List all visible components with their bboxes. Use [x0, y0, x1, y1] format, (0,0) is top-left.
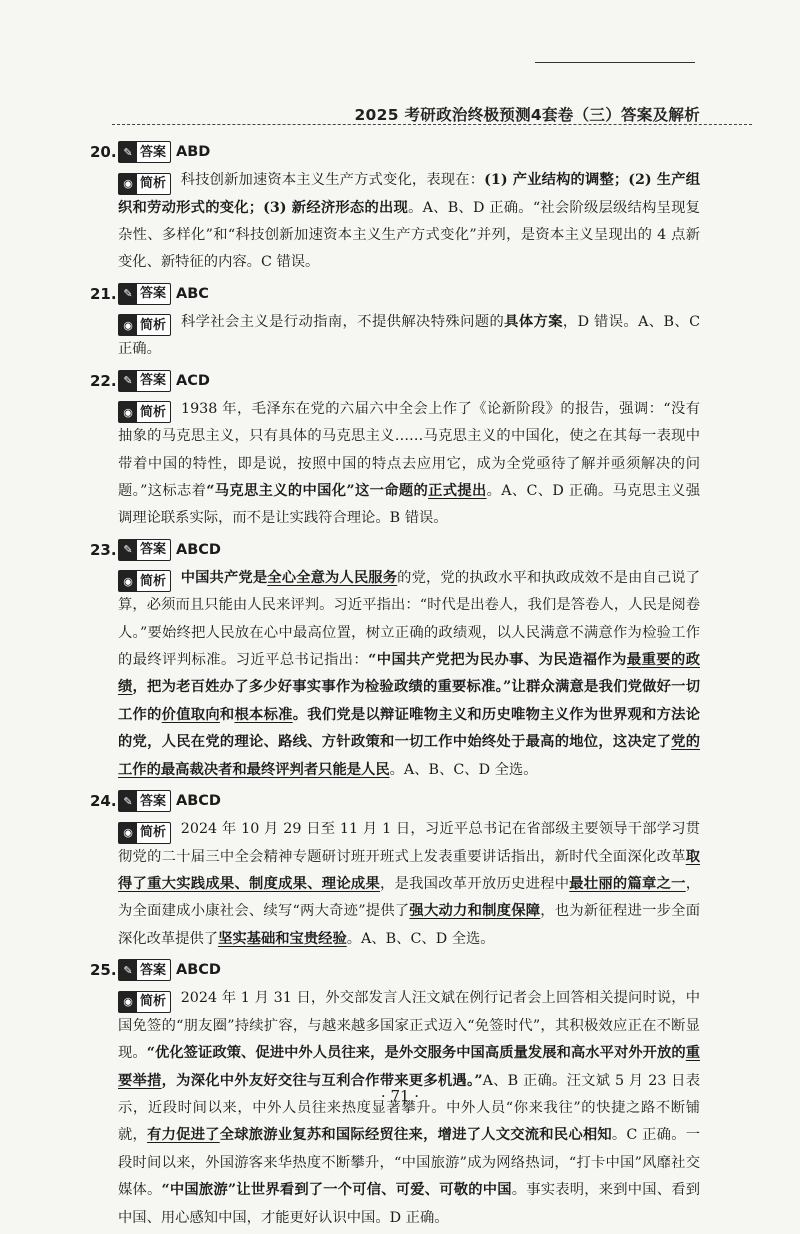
- analysis-tag-label: 简析: [140, 825, 167, 841]
- answer-tag: [118, 283, 171, 305]
- emphasis-underlined: 党的工作的最高裁决者和最终评判者只能是人民: [118, 734, 701, 778]
- eye-icon: ◉: [119, 571, 137, 591]
- emphasis-text: [428, 483, 487, 499]
- emphasis-underlined: 坚实基础和宝贵经验: [218, 930, 347, 947]
- emphasis-text: [409, 903, 540, 919]
- answer-line: [90, 786, 700, 816]
- answer-tag-label: 答案: [140, 542, 167, 558]
- question-block: [90, 535, 700, 784]
- analysis-text: 。A、C、D 正确。马克思主义强调理论联系实际，而不是让实践符合理论。B 错误。: [118, 482, 700, 527]
- analysis-text: 科技创新加速资本主义生产方式变化，表现在：: [180, 172, 485, 188]
- pencil-icon: ✎: [119, 371, 137, 391]
- emphasis-text: 中国共产党是: [180, 569, 268, 586]
- pencil-icon: ✎: [119, 540, 137, 560]
- answer-line: [90, 279, 700, 309]
- analysis-paragraph: [118, 565, 700, 784]
- answer-value: ABC: [176, 285, 209, 302]
- analysis-tag-label: 简析: [140, 176, 167, 191]
- answer-tag: [118, 790, 171, 812]
- answer-section: [90, 137, 700, 1234]
- answer-line: [90, 955, 700, 985]
- emphasis-text: “优化签证政策、促进中外人员往来，是外交服务中国高质量发展和高水平对外开放的: [146, 1045, 686, 1062]
- header-top-rule: [535, 62, 695, 63]
- answer-tag-label: 答案: [140, 793, 167, 809]
- question-block: [90, 786, 700, 953]
- analysis-tag: [118, 570, 171, 592]
- analysis-text: 。A、B、C、D 全选。: [346, 930, 495, 947]
- answer-tag: [118, 539, 171, 561]
- pencil-icon: ✎: [119, 142, 137, 162]
- answer-line: [90, 535, 700, 565]
- emphasis-text: 和: [219, 706, 235, 723]
- page-number: · 71 ·: [380, 1087, 420, 1105]
- emphasis-text: [234, 707, 292, 723]
- emphasis-underlined: 最壮丽的篇章之一: [569, 876, 686, 892]
- question-number: 22.: [90, 371, 117, 390]
- pencil-icon: ✎: [119, 960, 137, 980]
- answer-tag: [118, 959, 171, 981]
- eye-icon: ◉: [119, 992, 137, 1012]
- answer-tag-label: 答案: [140, 286, 167, 302]
- emphasis-underlined: 取得了重大实践成果、制度成果、理论成果: [118, 848, 700, 892]
- answer-tag-label: 答案: [140, 373, 167, 389]
- analysis-text: ，是我国改革开放历史进程中: [380, 876, 570, 892]
- emphasis-underlined: 重要举措: [118, 1045, 701, 1089]
- answer-tag: [118, 370, 171, 392]
- answer-line: [90, 366, 700, 396]
- emphasis-underlined: 最重要的政绩: [118, 652, 701, 696]
- emphasis-text: 。我们党是以辩证唯物主义和历史唯物主义作为世界观和方法论的党，人民在党的理论、路线、方针政策和一切工作中始终处于最高的地位，这决定了: [118, 706, 701, 751]
- eye-icon: ◉: [119, 823, 137, 843]
- analysis-text: 2024 年 10 月 29 日至 11 月 1 日，习近平总书记在省部级主要领导干部学习贯彻党的二十届三中全会精神专题研讨班开班式上发表重要讲话指出，新时代全面深化改革: [118, 821, 700, 865]
- analysis-tag: [118, 822, 171, 844]
- analysis-paragraph: [118, 309, 700, 364]
- emphasis-text: 全球旅游业复苏和国际经贸往来，增进了人文交流和民心相知: [219, 1127, 612, 1144]
- eye-icon: ◉: [119, 402, 137, 422]
- header-dashed-rule: [112, 124, 752, 125]
- question-number: 25.: [90, 961, 117, 980]
- emphasis-text: (1) 产业结构的调整；(2) 生产组织和劳动形式的变化；(3) 新经济形态的出现: [118, 172, 701, 216]
- analysis-text: ，为全面建成小康社会、续写“两大奇迹”提供了: [118, 876, 700, 920]
- analysis-text: 科学社会主义是行动指南，不提供解决特殊问题的: [180, 313, 505, 330]
- analysis-text: 的党，党的执政水平和执政成效不是由自己说了算，必须而且只能由人民来评判。习近平指出：“时代是出卷人，我们是答卷人，人民是阅卷人。”要始终把人民放在心中最高位置，树立正确的政绩观，以人民满意不满意作为检验工作的最终评判标准。习近平总书记指出：: [118, 569, 701, 669]
- answer-tag-label: 答案: [140, 962, 167, 978]
- question-block: [90, 137, 700, 277]
- analysis-text: 1938 年，毛泽东在党的六届六中全会上作了《论新阶段》的报告，强调：“没有抽象的马克思主义，只有具体的马克思主义……马克思主义的中国化，使之在其每一表现中带着中国的特性，即是说，按照中国的特点去应用它，成为全党亟待了解并亟须解决的问题。”这标志着: [118, 400, 700, 499]
- analysis-text: 。A、B、D 正确。“社会阶级层级结构呈现复杂性、多样化”和“科技创新加速资本主义生产方式变化”并列，是资本主义呈现出的 4 点新变化、新特征的内容。C 错误。: [118, 199, 700, 271]
- analysis-text: 。C 正确。一段时间以来，外国游客来华热度不断攀升，“中国旅游”成为网络热词，“打卡中国”风靡社交媒体。: [118, 1127, 701, 1199]
- answer-tag: [118, 141, 171, 163]
- analysis-text: ，D 错误。A、B、C 正确。: [118, 313, 701, 358]
- emphasis-underlined: 强大动力和制度保障: [409, 903, 541, 920]
- analysis-paragraph: [118, 167, 700, 277]
- answer-value: ABCD: [176, 541, 221, 558]
- analysis-text: 2024 年 1 月 31 日，外交部发言人汪文斌在例行记者会上回答相关提问时说，中国免签的“朋友圈”持续扩容，与越来越多国家正式迈入“免签时代”，其积极效应正在不断显现。: [118, 990, 700, 1062]
- question-number: 21.: [90, 284, 117, 303]
- emphasis-text: 具体方案: [504, 313, 563, 330]
- emphasis-text: [162, 707, 220, 723]
- analysis-tag: [118, 314, 171, 336]
- emphasis-text: ，为深化中外友好交往与互利合作带来更多机遇。”: [161, 1072, 483, 1089]
- question-block: [90, 279, 700, 364]
- analysis-tag: [118, 401, 171, 423]
- question-block: [90, 366, 700, 533]
- emphasis-underlined: 根本标准: [234, 706, 293, 723]
- emphasis-text: [267, 570, 397, 586]
- answer-value: ABCD: [176, 962, 221, 979]
- analysis-tag-label: 简析: [140, 573, 167, 589]
- eye-icon: ◉: [119, 174, 137, 194]
- analysis-paragraph: [118, 816, 700, 953]
- running-header-title: 2025 考研政治终极预测4套卷（三）答案及解析: [354, 106, 700, 124]
- emphasis-underlined: 价值取向: [161, 706, 220, 723]
- analysis-text: A、B 正确。汪文斌 5 月 23 日表示，近段时间以来，中外人员往来热度显著攀升。中外人员“你来我往”的快捷之路不断铺就，: [118, 1072, 701, 1144]
- emphasis-text: [569, 876, 685, 892]
- emphasis-underlined: 正式提出: [428, 482, 487, 499]
- analysis-text: ，也为新征程进一步全面深化改革提供了: [118, 903, 701, 947]
- analysis-text: 。事实表明，来到中国、看到中国、用心感知中国，才能更好认识中国。D 正确。: [118, 1182, 701, 1226]
- question-number: 20.: [90, 143, 117, 161]
- answer-value: ABCD: [176, 793, 221, 810]
- answer-tag-label: 答案: [140, 144, 167, 160]
- analysis-paragraph: [118, 985, 700, 1232]
- analysis-tag: [118, 991, 171, 1013]
- emphasis-underlined: 全心全意为人民服务: [267, 569, 398, 586]
- analysis-paragraph: [118, 396, 700, 533]
- emphasis-text: [218, 931, 347, 947]
- pencil-icon: ✎: [119, 791, 137, 811]
- analysis-tag-label: 简析: [140, 404, 167, 420]
- analysis-tag-label: 简析: [140, 317, 167, 333]
- emphasis-text: “中国共产党把为民办事、为民造福作为: [368, 652, 627, 669]
- analysis-text: 。A、B、C、D 全选。: [389, 761, 538, 778]
- answer-value: ABD: [176, 144, 211, 160]
- question-number: 23.: [90, 540, 117, 559]
- emphasis-text: ，把为老百姓办了多少好事实事作为检验政绩的重要标准。”让群众满意是我们党做好一切工作的: [118, 679, 700, 723]
- analysis-tag: [118, 173, 171, 195]
- answer-value: ACD: [176, 372, 210, 389]
- pencil-icon: ✎: [119, 284, 137, 304]
- analysis-tag-label: 简析: [140, 994, 167, 1010]
- question-number: 24.: [90, 792, 117, 811]
- eye-icon: ◉: [119, 315, 137, 335]
- emphasis-underlined: 有力促进了: [147, 1127, 220, 1144]
- emphasis-text: “马克思主义的中国化”这一命题的: [206, 482, 429, 499]
- emphasis-text: “中国旅游”让世界看到了一个可信、可爱、可敬的中国: [161, 1182, 512, 1199]
- answer-line: [90, 137, 700, 167]
